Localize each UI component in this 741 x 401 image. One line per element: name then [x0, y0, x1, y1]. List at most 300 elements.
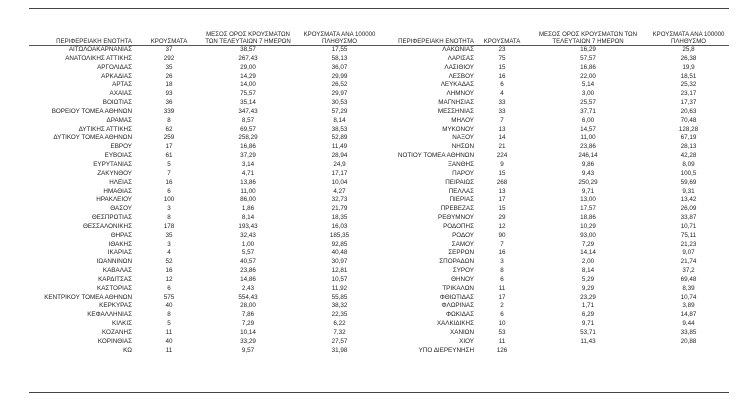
cases-cell: 8 [500, 267, 504, 275]
region-cell: ΚΩ [123, 346, 132, 354]
region-cell: ΜΥΚΟΝΟΥ [442, 125, 474, 133]
table-row [358, 188, 729, 197]
region-cell: ΗΜΑΘΙΑΣ [103, 187, 132, 195]
region-cell: ΣΥΡΟΥ [452, 267, 474, 275]
avg7-cell: 14,14 [580, 249, 596, 257]
region-cell: ΑΙΤΩΛΟΑΚΑΡΝΑΝΙΑΣ [68, 46, 132, 53]
per100k-cell: 31,98 [331, 346, 348, 354]
region-cell: ΠΕΙΡΑΙΩΣ [445, 178, 474, 186]
region-cell: ΣΠΟΡΑΔΩΝ [439, 258, 474, 266]
table-row [29, 170, 387, 179]
table-row [358, 134, 729, 143]
avg7-cell: 29,00 [240, 63, 256, 71]
per100k-cell: 10,04 [331, 178, 348, 186]
per100k-cell: 37,2 [682, 267, 695, 275]
table-row [358, 170, 729, 179]
per100k-cell: 18,51 [680, 72, 697, 80]
per100k-cell: 9,44 [682, 320, 695, 328]
table-row [29, 46, 387, 55]
avg7-cell: 8,14 [241, 214, 255, 222]
avg7-cell: 193,43 [238, 222, 258, 230]
avg7-cell: 16,86 [580, 63, 596, 71]
region-cell: ΙΚΑΡΙΑΣ [107, 249, 132, 257]
table-row [29, 55, 387, 64]
avg7-cell: 75,57 [240, 90, 256, 98]
avg7-cell: 32,43 [240, 231, 256, 239]
table-row [29, 285, 387, 294]
region-cell: ΠΑΡΟΥ [452, 169, 474, 177]
header-region: ΠΕΡΙΦΕΡΕΙΑΚΗ ΕΝΟΤΗΤΑ [358, 16, 476, 46]
per100k-cell: 69,48 [680, 275, 697, 283]
table-row [29, 81, 387, 90]
left-cases-table [29, 16, 387, 356]
per100k-cell: 30,53 [331, 99, 348, 107]
table-row [358, 117, 729, 126]
table-row [29, 241, 387, 250]
cases-cell: 2 [500, 302, 504, 310]
per100k-cell: 11,92 [331, 284, 348, 292]
per100k-cell: 20,88 [680, 337, 697, 345]
per100k-cell: 3,89 [682, 302, 695, 310]
cases-cell: 13 [498, 187, 506, 195]
region-cell: ΚΑΡΔΙΤΣΑΣ [98, 275, 132, 283]
avg7-cell: 37,29 [240, 152, 256, 160]
per100k-cell: 25,32 [680, 81, 697, 89]
avg7-cell: 38,57 [240, 46, 256, 53]
avg7-cell: 25,57 [580, 99, 596, 107]
avg7-cell: 246,14 [578, 152, 598, 160]
avg7-cell: 23,86 [580, 143, 596, 151]
table-row [358, 99, 729, 108]
region-cell: ΜΑΓΝΗΣΙΑΣ [438, 99, 474, 107]
cases-cell: 15 [498, 169, 506, 177]
region-cell: ΧΙΟΥ [459, 337, 474, 345]
region-cell: ΥΠΟ ΔΙΕΡΕΥΝΗΣΗ [418, 346, 474, 354]
region-cell: ΔΡΑΜΑΣ [106, 116, 132, 124]
avg7-cell: 93,00 [580, 231, 596, 239]
cases-cell: 11 [165, 346, 173, 354]
cases-cell: 26 [165, 72, 173, 80]
avg7-cell: 14,00 [240, 81, 256, 89]
avg7-cell: 7,29 [581, 240, 595, 248]
region-cell: ΜΗΛΟΥ [451, 116, 474, 124]
region-cell: ΧΑΛΚΙΔΙΚΗΣ [436, 320, 474, 328]
region-cell: ΙΘΑΚΗΣ [108, 240, 132, 248]
per100k-cell: 26,52 [331, 81, 348, 89]
cases-cell: 18 [165, 81, 173, 89]
region-cell: ΡΕΘΥΜΝΟΥ [438, 214, 474, 222]
cases-cell: 17 [498, 196, 506, 204]
per100k-cell: 19,9 [682, 63, 695, 71]
cases-cell: 15 [498, 205, 506, 213]
avg7-cell: 10,29 [580, 222, 596, 230]
per100k-cell: 17,55 [331, 46, 348, 53]
per100k-cell [648, 347, 729, 356]
per100k-cell: 18,35 [331, 214, 348, 222]
avg7-cell: 9,43 [581, 169, 595, 177]
cases-cell: 14 [498, 134, 506, 142]
per100k-cell: 70,48 [680, 116, 697, 124]
cases-cell: 93 [165, 90, 173, 98]
table-row [29, 126, 387, 135]
region-cell: ΑΡΚΑΔΙΑΣ [101, 72, 132, 80]
cases-cell: 16 [165, 267, 173, 275]
cases-cell: 9 [500, 160, 504, 168]
region-cell: ΘΗΡΑΣ [110, 231, 132, 239]
table-row [358, 258, 729, 267]
per100k-cell: 8,14 [333, 116, 346, 124]
per100k-cell: 11,49 [331, 143, 348, 151]
table-row [358, 152, 729, 161]
table-row [29, 64, 387, 73]
region-cell: ΛΑΚΩΝΙΑΣ [442, 46, 474, 53]
table-row [29, 99, 387, 108]
cases-cell: 23 [498, 46, 506, 53]
region-cell: ΜΕΣΣΗΝΙΑΣ [437, 107, 474, 115]
per100k-cell: 20,63 [680, 107, 697, 115]
per100k-cell: 14,87 [680, 311, 697, 319]
avg7-cell: 8,57 [241, 116, 255, 124]
cases-cell: 90 [498, 231, 506, 239]
table-row [29, 188, 387, 197]
cases-cell: 8 [167, 311, 171, 319]
avg7-cell: 37,71 [580, 107, 596, 115]
region-cell: ΚΕΦΑΛΛΗΝΙΑΣ [87, 311, 132, 319]
table-row [29, 214, 387, 223]
table-row [29, 276, 387, 285]
table-row [358, 64, 729, 73]
table-row [358, 126, 729, 135]
per100k-cell: 38,53 [331, 125, 348, 133]
table-row [358, 205, 729, 214]
per100k-cell: 21,23 [680, 240, 697, 248]
per100k-cell: 40,48 [331, 249, 348, 257]
table-row [29, 152, 387, 161]
per100k-cell: 32,73 [331, 196, 348, 204]
avg7-cell: 2,43 [241, 284, 255, 292]
cases-cell: 40 [165, 302, 173, 310]
region-cell: ΧΑΝΙΩΝ [450, 329, 474, 336]
region-cell: ΠΡΕΒΕΖΑΣ [440, 205, 474, 213]
region-cell: ΛΗΜΝΟΥ [446, 90, 474, 98]
per100k-cell: 17,17 [331, 169, 348, 177]
cases-cell: 29 [498, 214, 506, 222]
region-cell: ΝΟΤΙΟΥ ΤΟΜΕΑ ΑΘΗΝΩΝ [397, 152, 474, 160]
table-row [358, 143, 729, 152]
per100k-cell: 16,03 [331, 222, 348, 230]
per100k-cell: 92,85 [331, 240, 348, 248]
table-row [358, 196, 729, 205]
per100k-cell: 33,85 [680, 329, 697, 336]
left-header-row [29, 16, 387, 46]
avg7-cell: 6,00 [581, 116, 595, 124]
header-region: ΠΕΡΙΦΕΡΕΙΑΚΗ ΕΝΟΤΗΤΑ [29, 16, 134, 46]
avg7-cell: 11,43 [580, 337, 596, 345]
per100k-cell: 10,71 [680, 222, 697, 230]
region-cell: ΔΥΤΙΚΗΣ ΑΤΤΙΚΗΣ [78, 125, 132, 133]
per100k-cell: 57,29 [331, 107, 348, 115]
table-row [29, 311, 387, 320]
cases-cell: 3 [167, 205, 171, 213]
avg7-cell: 17,57 [580, 205, 596, 213]
cases-cell: 53 [498, 329, 506, 336]
region-cell: ΑΝΑΤΟΛΙΚΗΣ ΑΤΤΙΚΗΣ [65, 54, 132, 62]
cases-cell: 6 [500, 311, 504, 319]
region-cell: ΣΕΡΡΩΝ [448, 249, 474, 257]
avg7-cell: 16,29 [580, 46, 596, 53]
cases-cell: 12 [165, 275, 173, 283]
avg7-cell: 2,00 [581, 258, 595, 266]
avg7-cell: 14,57 [580, 125, 596, 133]
cases-cell: 75 [498, 54, 506, 62]
per100k-cell: 21,79 [331, 205, 348, 213]
region-cell: ΑΡΓΟΛΙΔΑΣ [97, 63, 132, 71]
per100k-cell: 21,74 [680, 258, 697, 266]
avg7-cell: 11,00 [240, 187, 256, 195]
per100k-cell: 28,13 [680, 143, 697, 151]
per100k-cell: 22,35 [331, 311, 348, 319]
region-cell: ΒΟΡΕΙΟΥ ΤΟΜΕΑ ΑΘΗΝΩΝ [51, 107, 132, 115]
region-cell: ΦΛΩΡΙΝΑΣ [441, 302, 474, 310]
cases-cell: 62 [165, 125, 173, 133]
region-cell: ΑΧΑΪΑΣ [109, 90, 132, 98]
avg7-cell: 6,29 [581, 311, 595, 319]
per100k-cell: 29,97 [331, 90, 348, 98]
region-cell: ΞΑΝΘΗΣ [447, 160, 474, 168]
avg7-cell: 5,14 [581, 81, 595, 89]
cases-cell: 6 [500, 81, 504, 89]
avg7-cell: 5,57 [241, 249, 255, 257]
region-cell: ΦΘΙΩΤΙΔΑΣ [439, 293, 474, 301]
avg7-cell: 9,71 [581, 187, 595, 195]
region-cell: ΡΟΔΟΥ [452, 231, 474, 239]
avg7-cell: 16,86 [240, 143, 256, 151]
avg7-cell: 267,43 [238, 54, 258, 62]
avg7-cell: 28,00 [240, 302, 256, 310]
region-cell: ΚΕΝΤΡΙΚΟΥ ΤΟΜΕΑ ΑΘΗΝΩΝ [44, 293, 132, 301]
per100k-cell: 55,85 [331, 293, 348, 301]
per100k-cell: 100,5 [680, 169, 697, 177]
table-row [29, 249, 387, 258]
per100k-cell: 26,38 [680, 54, 697, 62]
region-cell: ΛΑΣΙΘΙΟΥ [444, 63, 474, 71]
cases-cell: 36 [165, 99, 173, 107]
avg7-cell: 9,86 [581, 160, 595, 168]
region-cell: ΤΡΙΚΑΛΩΝ [442, 284, 474, 292]
region-cell: ΝΗΣΩΝ [451, 143, 474, 151]
per100k-cell: 6,22 [333, 320, 346, 328]
table-row [29, 90, 387, 99]
cases-cell: 17 [498, 293, 506, 301]
table-row [29, 143, 387, 152]
per100k-cell: 67,19 [680, 134, 697, 142]
cases-cell: 4 [500, 90, 504, 98]
cases-cell: 224 [496, 152, 508, 160]
avg7-cell: 23,86 [240, 267, 256, 275]
region-cell: ΙΩΑΝΝΙΝΩΝ [96, 258, 132, 266]
avg7-cell: 35,14 [240, 99, 256, 107]
cases-cell: 40 [165, 337, 173, 345]
table-row [358, 90, 729, 99]
per100k-cell: 52,89 [331, 134, 348, 142]
cases-cell: 10 [498, 320, 506, 328]
avg7-cell: 33,29 [240, 337, 256, 345]
region-cell: ΑΡΤΑΣ [112, 81, 132, 89]
cases-cell: 6 [167, 187, 171, 195]
per100k-cell: 27,57 [331, 337, 348, 345]
per100k-cell: 10,74 [680, 293, 697, 301]
avg7-cell: 9,29 [581, 284, 595, 292]
table-row [29, 179, 387, 188]
avg7-cell: 5,29 [581, 275, 595, 283]
cases-cell: 7 [500, 240, 504, 248]
avg7-cell: 14,86 [240, 275, 256, 283]
table-row [358, 214, 729, 223]
region-cell: ΗΡΑΚΛΕΙΟΥ [96, 196, 132, 204]
table-row [358, 311, 729, 320]
region-cell: ΒΟΙΩΤΙΑΣ [102, 99, 132, 107]
avg7-cell: 69,57 [240, 125, 256, 133]
header-avg7: ΜΕΣΟΣ ΟΡΟΣ ΚΡΟΥΣΜΑΤΩΝ ΤΩΝ ΤΕΛΕΥΤΑΙΩΝ 7 ΗΜΕΡΩΝ [204, 16, 292, 46]
per100k-cell: 58,13 [331, 54, 348, 62]
table-row [29, 223, 387, 232]
cases-cell: 4 [167, 249, 171, 257]
table-row [29, 320, 387, 329]
region-cell: ΚΑΒΑΛΑΣ [102, 267, 132, 275]
avg7-cell: 10,14 [240, 329, 256, 336]
right-cases-table [358, 16, 729, 356]
per100k-cell: 7,32 [333, 329, 346, 336]
per100k-cell: 33,87 [680, 214, 697, 222]
cases-cell: 8 [167, 214, 171, 222]
table-row [358, 347, 729, 356]
cases-cell: 16 [498, 249, 506, 257]
avg7-cell: 11,00 [580, 134, 596, 142]
table-row [358, 241, 729, 250]
avg7-cell: 13,86 [240, 178, 256, 186]
table-row [29, 347, 387, 356]
region-cell: ΦΩΚΙΔΑΣ [446, 311, 474, 319]
header-per100k: ΚΡΟΥΣΜΑΤΑ ΑΝΑ 100000 ΠΛΗΘΥΣΜΟ [292, 16, 387, 46]
table-row [358, 267, 729, 276]
region-cell: ΠΕΛΛΑΣ [448, 187, 474, 195]
table-row [358, 73, 729, 82]
cases-cell: 6 [167, 284, 171, 292]
table-row [358, 55, 729, 64]
bottom-rule [29, 392, 729, 393]
cases-cell: 16 [165, 178, 173, 186]
avg7-cell [528, 347, 648, 356]
per100k-cell: 23,17 [680, 90, 697, 98]
cases-cell: 6 [500, 275, 504, 283]
cases-cell: 21 [498, 143, 506, 151]
right-header-row [358, 16, 729, 46]
table-row [358, 232, 729, 241]
cases-cell: 7 [167, 169, 171, 177]
per100k-cell: 26,09 [680, 205, 697, 213]
region-cell: ΚΑΣΤΟΡΙΑΣ [97, 284, 132, 292]
header-cases: ΚΡΟΥΣΜΑΤΑ [134, 16, 204, 46]
cases-cell: 37 [165, 46, 173, 53]
region-cell: ΛΑΡΙΣΑΣ [447, 54, 474, 62]
cases-cell: 3 [167, 240, 171, 248]
table-row [358, 338, 729, 347]
avg7-cell: 86,00 [240, 196, 256, 204]
table-row [29, 73, 387, 82]
cases-cell: 7 [500, 116, 504, 124]
avg7-cell: 53,71 [580, 329, 596, 336]
table-row [358, 294, 729, 303]
cases-cell: 33 [498, 99, 506, 107]
cases-cell: 8 [167, 116, 171, 124]
cases-cell: 33 [498, 107, 506, 115]
cases-cell: 126 [496, 346, 508, 354]
avg7-cell: 1,00 [241, 240, 255, 248]
cases-cell: 5 [167, 320, 171, 328]
cases-cell: 61 [165, 152, 173, 160]
region-cell: ΔΥΤΙΚΟΥ ΤΟΜΕΑ ΑΘΗΝΩΝ [53, 134, 132, 142]
per100k-cell: 10,57 [331, 275, 348, 283]
per100k-cell: 12,81 [331, 267, 348, 275]
right-table-block [358, 16, 729, 356]
avg7-cell: 57,57 [580, 54, 596, 62]
per100k-cell: 25,8 [682, 46, 695, 53]
left-table-block [29, 16, 387, 356]
cases-cell: 5 [167, 160, 171, 168]
avg7-cell: 22,00 [580, 72, 596, 80]
header-cases: ΚΡΟΥΣΜΑΤΑ [476, 16, 528, 46]
table-row [358, 81, 729, 90]
avg7-cell: 9,57 [241, 346, 255, 354]
region-cell: ΚΟΡΙΝΘΙΑΣ [97, 337, 132, 345]
per100k-cell: 42,28 [680, 152, 697, 160]
table-row [358, 46, 729, 55]
region-cell: ΘΑΣΟΥ [110, 205, 132, 213]
region-cell: ΡΟΔΟΠΗΣ [443, 222, 474, 230]
cases-cell: 13 [498, 125, 506, 133]
region-cell: ΚΙΛΚΙΣ [112, 320, 132, 328]
table-row [358, 276, 729, 285]
avg7-cell: 1,86 [241, 205, 255, 213]
per100k-cell: 13,42 [680, 196, 697, 204]
avg7-cell: 258,29 [238, 134, 258, 142]
header-avg7: ΜΕΣΟΣ ΟΡΟΣ ΚΡΟΥΣΜΑΤΩΝ ΤΩΝ ΤΕΛΕΥΤΑΙΩΝ 7 ΗΜΕΡΩΝ [528, 16, 648, 46]
cases-cell: 11 [498, 337, 506, 345]
region-cell: ΘΗΝΟΥ [451, 275, 474, 283]
region-cell: ΠΙΕΡΙΑΣ [449, 196, 474, 204]
avg7-cell: 3,00 [581, 90, 595, 98]
per100k-cell: 28,94 [331, 152, 348, 160]
per100k-cell: 9,07 [682, 249, 695, 257]
region-cell: ΚΕΡΚΥΡΑΣ [99, 302, 132, 310]
avg7-cell: 23,29 [580, 293, 596, 301]
table-row [358, 108, 729, 117]
region-cell: ΘΕΣΠΡΩΤΙΑΣ [91, 214, 132, 222]
cases-cell: 11 [165, 329, 173, 336]
per100k-cell: 29,99 [331, 72, 348, 80]
avg7-cell: 8,14 [581, 267, 595, 275]
avg7-cell: 250,29 [578, 178, 598, 186]
per100k-cell: 24,9 [333, 160, 346, 168]
avg7-cell: 40,57 [240, 258, 256, 266]
cases-cell: 292 [163, 54, 175, 62]
region-cell: ΕΥΡΥΤΑΝΙΑΣ [93, 160, 132, 168]
cases-cell: 16 [498, 72, 506, 80]
table-row [29, 196, 387, 205]
table-row [358, 223, 729, 232]
table-row [29, 294, 387, 303]
table-row [358, 329, 729, 338]
